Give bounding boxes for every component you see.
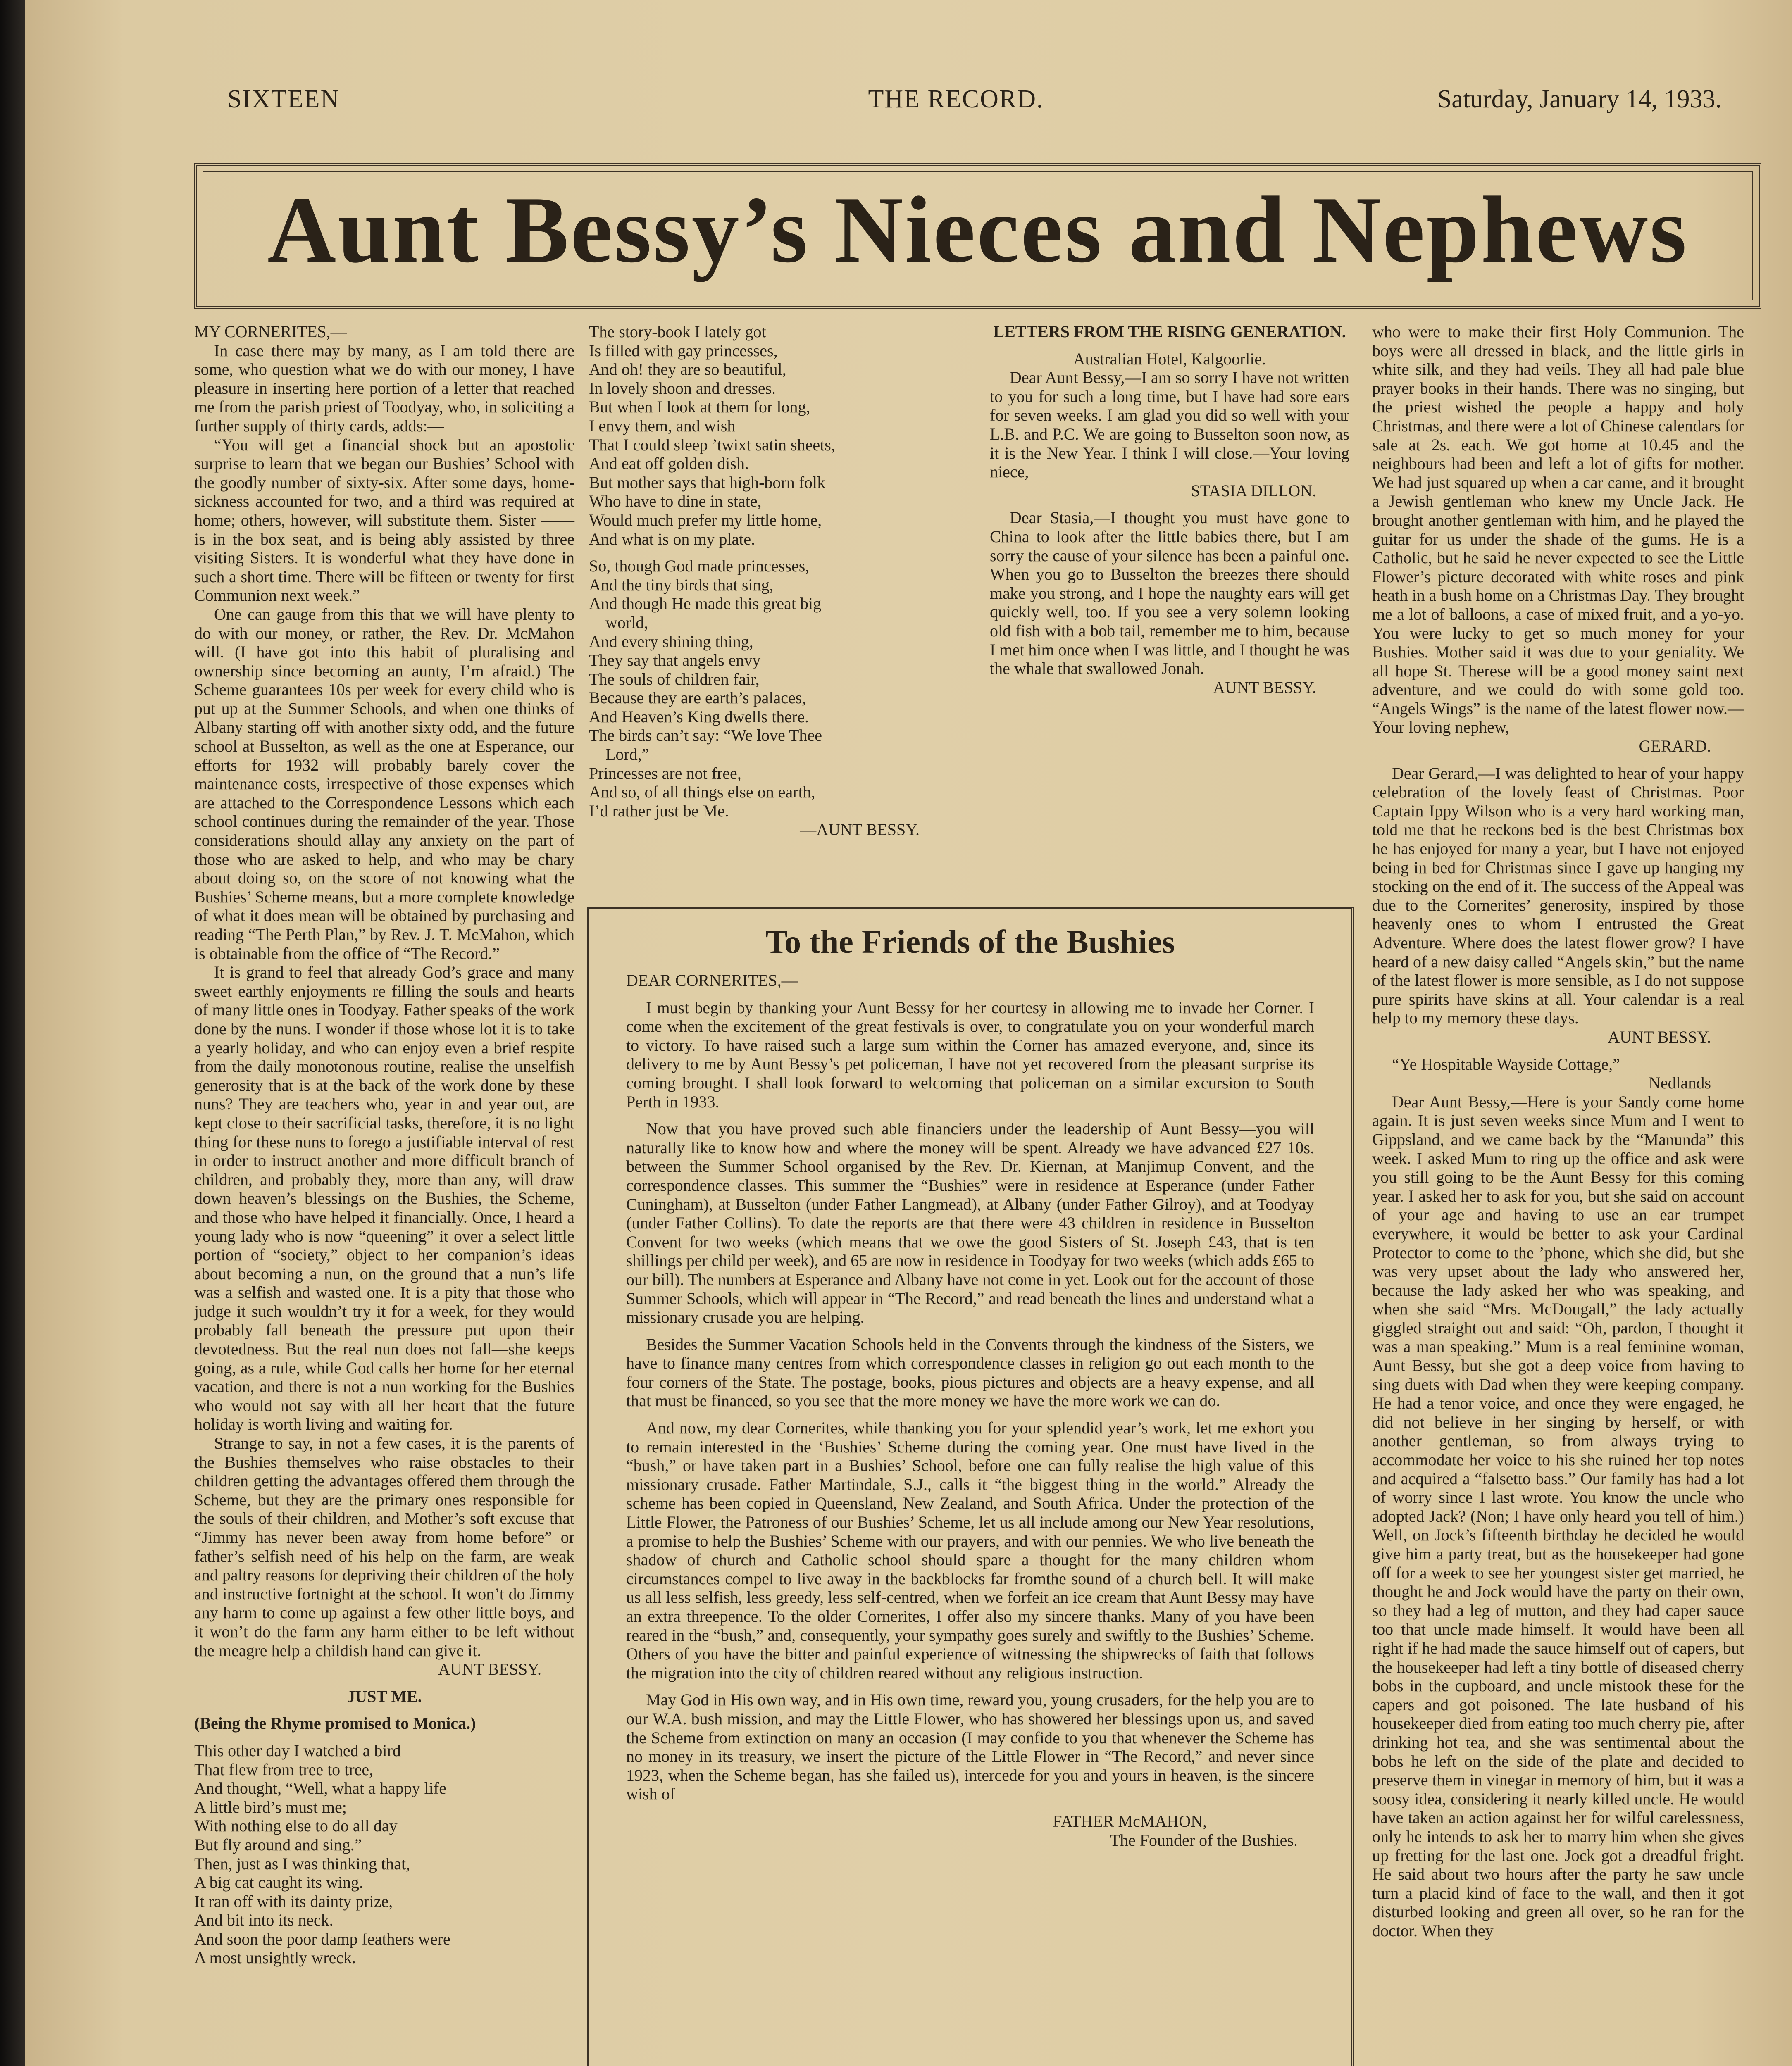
paragraph: It is grand to feel that already God’s grace and many sweet earthly enjoyments re filling the souls and hearts of many little ones in Toodyay. Father speaks of the work done by the nuns. I wonder if those whose lot it is to take a yearly holiday, and who can enjoy even a brief respite from the daily monotonous routine, realise the unselfish generosity that is at the back of the work done by these nuns? They are teachers who, year in and year out, are kept close to their sacrificial tasks, therefore, it is no light thing for these nuns to forego a justifiable interval of rest in order to instruct another and more difficult branch of children, and probably they, more than any, will draw down heaven’s blessings on the Bushies, the Scheme, and those who have helped it financially. Once, I heard a young lady who is now “queening” it over a select little portion of “society,” object to her companion’s ideas about becoming a nun, on the ground that a nun’s life was a selfish and wasted one. It is a pity that those who judge it such wouldn’t try it for a week, for they would probably fall beneath the pressure put upon their devotedness. But the real nun does not fall—she keeps going, as a rule, while God calls her home for her eternal vacation, and there is not a nun working for the Bushies who would not say with all her heart that the future holiday is worth living and waiting for. [194,963,574,1434]
poem-line: A most unsightly wreck. [194,1948,356,1967]
letter: Dear Aunt Bessy,—I am so sorry I have not written to you for such a long time, but I have had sore ears for seven weeks. I am glad you did so well with your L.B. and P.C. We are going to Busselton soon now, as it is the New Year. I think I will close.—Your loving niece, [990,368,1349,481]
reply-signature: AUNT BESSY. [1608,1027,1711,1046]
poem-subtitle: (Being the Rhyme promised to Monica.) [194,1714,476,1733]
section-title: Aunt Bessy’s Nieces and Nephews [267,177,1688,282]
poem-line: This other day I watched a bird [194,1741,401,1760]
column-4 [1372,322,1744,1940]
signature-title: The Founder of the Bushies. [1110,1830,1298,1849]
poem-just-me [194,1741,574,1967]
article-title: To the Friends of the Bushies [765,924,1175,960]
poem-line: A big cat caught its wing. [194,1873,363,1892]
page-number: SIXTEEN [227,85,340,113]
section-masthead [194,163,1761,309]
poem-line: And though He made this great big [589,594,822,613]
paragraph: One can gauge from this that we will have plenty to do with our money, or rather, the Rev. Dr. McMahon will. (I have got into this habit of pluralising and ownership since becoming an aunty, I’m afraid.) The Scheme guarantees 10s per week for every child who is put up at the Summer Schools, and when one thinks of Albany starting off with another sixty odd, and the future school at Busselton, as well as the one at Esperance, our efforts for 1932 will probably barely cover the maintenance costs, irrespective of those expenses which are attached to the Correspondence Lessons which each school continues during the remainder of the year. Those considerations should allay any anxiety on the part of those who are asked to help, and who may be chary about doing so, on the score of not knowing what the Bushies’ Scheme means, but a more complete knowledge of what it does mean will be obtained by purchasing and reading “The Perth Plan,” by Rev. J. T. McMahon, which is obtainable from the office of “The Record.” [194,605,574,963]
poem-line: Is filled with gay princesses, [589,341,778,360]
signature: —AUNT BESSY. [800,820,920,839]
poem-line: Then, just as I was thinking that, [194,1854,410,1873]
poem-line: But fly around and sing.” [194,1835,362,1854]
letter-continued: who were to make their first Holy Communion. The boys were all dressed in black, and the little girls in white silk, and they had veils. They all had pale blue prayer books in their hands. There was no singing, but the priest wished the people a happy and holy Christmas, and there were a lot of Chinese calendars for sale at 2s. each. We got home at 10.45 and the neighbours had been and left a lot of gifts for mother. We had just squared up when a car came, and it brought a Jewish gentleman who knew my Uncle Jack. He brought another gentleman with him, and he played the guitar for us under the shade of the gums. He is a Catholic, but he said he never expected to see the Little Flower’s picture decorated with white roses and pink heath in a bush home on a Christmas Day. They brought me a lot of balloons, a case of mixed fruit, and a yo-yo. You were lucky to get so much money for your Bushies. Mother said it was due to your geniality. We all hope St. Therese will be a good money saint next adventure, and we could do with some gold too. “Angels Wings” is the name of the latest flower now.—Your loving nephew, [1372,322,1744,737]
salutation: DEAR CORNERITES,— [626,971,798,990]
poem-line: In lovely shoon and dresses. [589,378,776,397]
reply: Dear Stasia,—I thought you must have gone to China to look after the little babies there, but I am sorry the cause of your silence has been a painful one. When you go to Busselton the breezes there should make you strong, and I hope the naughty ears will get quickly well, too. If you see a very solemn looking old fish with a bob tail, remember me to him, because I met him once when I was little, and I thought he was the whale that swallowed Jonah. [990,508,1349,678]
poem-line: And so, of all things else on earth, [589,783,815,802]
paragraph: Strange to say, in not a few cases, it is the parents of the Bushies themselves who raise obstacles to their children getting the advantages offered them through the Scheme, but they are the primary ones responsible for the souls of their children, and Mother’s soft excuse that “Jimmy has never been away from home before” or father’s selfish need of his help on the farm, are weak and paltry reasons for depriving their children of the holy and instructive fortnight at the school. It won’t do Jimmy any harm to come up against a few other little boys, and it won’t do the farm any harm either to be left without the meagre help a childish hand can give it. [194,1434,574,1660]
signature: FATHER McMAHON, [1053,1811,1207,1830]
poem-line: But mother says that high-born folk [589,473,826,492]
poem-line: A little bird’s must me; [194,1797,347,1816]
poem-line: Would much prefer my little home, [589,510,822,529]
poem-line: The souls of children fair, [589,669,760,688]
poem-line: world, [605,613,648,632]
poem-line: It ran off with its dainty prize, [194,1892,393,1911]
poem-line: And soon the poor damp feathers were [194,1929,450,1948]
paragraph: I must begin by thanking your Aunt Bessy for her courtesy in allowing me to invade her Corner. I come when the excitement of the great festivals is over, to congratulate you on your wonderful march to victory. To have raised such a large sum within the Corner has amazed everyone, and, since its delivery to me by Aunt Bessy’s pet policeman, I have not yet recovered from the pleasant surprise its coming brought. I shall look forward to welcoming that policeman on a similar excursion to South Perth in 1933. [626,998,1314,1111]
poem-line: And every shining thing, [589,632,753,651]
poem-line: And the tiny birds that sing, [589,575,774,594]
letter: Dear Aunt Bessy,—Here is your Sandy come home again. It is just seven weeks since Mum and I went to Gippsland, and we came back by the “Manunda” this week. I asked Mum to ring up the office and ask were you still going to be the Aunt Bessy for this coming year. I asked her to ask for you, but she said on account of your age and having to use an ear trumpet everywhere, it would be better to ask your Cardinal Protector to come to the ’phone, which she did, but she was very upset about the lady who answered her, because the lady asked her who was speaking, and when she said “Mrs. McDougall,” the lady actually giggled straight out and said: “Oh, pardon, I thought it was a man speaking.” Mum is a real feminine woman, Aunt Bessy, but she got a deep voice from having to sing duets with Dad when they were keeping company. He had a tenor voice, and once they were engaged, he did not believe in her singing by herself, or with another gentleman, so from always trying to accommodate her voice to his she ruined her top notes and acquired a “falsetto bass.” Our family has had a lot of worry since I last wrote. You know the uncle who adopted Jack? (Non; I have only heard you tell of him.) Well, on Jock’s fifteenth birthday he decided he would give him a party treat, but as the housekeeper had gone off for a week to see her youngest sister get married, he thought he and Jock would have the party on their own, so they had a leg of mutton, and they had caper sauce too that uncle made himself. It would have been all right if he had made the sauce himself out of capers, but the housekeeper had left a tiny bottle of diseased cherry bobs in the cupboard, and uncle mistook these for the capers and got poisoned. The late husband of his housekeeper died from eating too much cherry pie, after drinking hot tea, and she was sentimental about the bobs he left on the side of the plate and decided to preserve them in vinegar in memory of him, but it was a soosy idea, considering it nearly killed uncle. He would have taken an action against her for wilful carelessness, only he intends to ask her to marry him when she gives up fretting for the last one. Jock got a dreadful fright. He said about two hours after the party he saw uncle turn a placid kind of face to the wall, and then it got disturbed looking and green all over, so he ran for the doctor. When they [1372,1092,1744,1940]
poem-line: Princesses are not free, [589,764,741,783]
poem-line: And thought, “Well, what a happy life [194,1779,446,1798]
column-2-poem [589,322,953,839]
paragraph: In case there may by many, as I am told there are some, who question what we do with our money, I have pleasure in inserting here portion of a letter that reached me from the parish priest of Toodyay, who, in soliciting a further supply of thirty cards, adds:— [194,341,574,435]
poem-line: But when I look at them for long, [589,397,810,417]
letter-signature: GERARD. [1639,737,1711,756]
reply: Dear Gerard,—I was delighted to hear of your happy celebration of the lovely feast of Christmas. Poor Captain Ippy Wilson who is a very hard working man, told me that he reckons bed is the best Christmas box he has enjoyed for many a year, but I have not enjoyed being in bed for Christmas since I gave up hanging my stocking on the end of it. The success of the Appeal was due to the Cornerites’ generosity, inspired by those heavenly ones to whom I entrusted the Great Adventure. Where does the latest flower grow? I have heard of a new daisy called “Angels skin,” but the name of the latest flower is more sensible, as I do not suppose pure spirits have skins at all. Your calendar is a real help to my memory these days. [1372,764,1744,1028]
poem-line: And Heaven’s King dwells there. [589,707,809,726]
book-binding [0,0,25,2066]
poem-line: Because they are earth’s palaces, [589,688,806,707]
poem-line: And eat off golden dish. [589,454,749,473]
paragraph: May God in His own way, and in His own time, reward you, young crusaders, for the help you are to our W.A. bush mission, and may the Little Flower, who has showered her blessings upon us, and saved the Scheme from extinction on many an occasion (I may confide to you that whenever the Scheme has no money in its treasury, we insert the picture of the Little Flower in “The Record,” and never since 1923, when the Scheme began, has she failed us), intercede for you and yours in heaven, is the sincere wish of [626,1690,1314,1804]
poem-line: I envy them, and wish [589,416,736,435]
newspaper-name: THE RECORD. [868,85,1044,113]
letter-signature: STASIA DILLON. [1191,481,1316,500]
paragraph: Now that you have proved such able financiers under the leadership of Aunt Bessy—you will naturally like to know how and where the money will be spent. Already we have advanced £27 10s. between the Summer School organised by the Rev. Dr. Kiernan, at Manjimup Convent, and the correspondence classes. This summer the “Bushies” were in residence at Esperance (under Father Cuningham), at Busselton (under Father Langmead), at Albany (under Father Gilroy), and at Toodyay (under Father Collins). To date the reports are that there were 43 children in residence in Busselton Convent for two weeks (which means that we owe the good Sisters of St. Joseph £43, that is ten shillings per child per week), and 65 are now in residence in Toodyay for two weeks (which adds £65 to our bill). The numbers at Esperance and Albany have not come in yet. Look out for the account of those Summer Schools, which will appear in “The Record,” and read beneath the lines and understand what a missionary crusade you are helping. [626,1119,1314,1327]
poem-line: Lord,” [605,745,649,764]
poem-line: And what is on my plate. [589,529,755,548]
signature: AUNT BESSY. [438,1660,541,1679]
poem-line: So, though God made princesses, [589,557,810,576]
poem-line: The birds can’t say: “We love Thee [589,726,822,745]
column-1 [194,322,574,1967]
column-3-letters [990,322,1349,697]
paragraph: Besides the Summer Vacation Schools held in the Convents through the kindness of the Sisters, we have to finance many centres from which correspondence classes in religion go out each month to the four corners of the State. The postage, books, pious pictures and objects are a heavy expense, and all that must be financed, so you see that the more money we have the more work we can do. [626,1335,1314,1410]
issue-date: Saturday, January 14, 1933. [1437,85,1722,113]
salutation: MY CORNERITES,— [194,322,347,341]
letter-address: Australian Hotel, Kalgoorlie. [1073,349,1266,368]
poem-line: And bit into its neck. [194,1911,334,1930]
poem-line: And oh! they are so beautiful, [589,360,786,379]
poem-line: With nothing else to do all day [194,1816,398,1835]
boxed-article [587,907,1354,2066]
poem-line: Who have to dine in state, [589,492,762,511]
poem-line: The story-book I lately got [589,322,766,341]
poem-line: That flew from tree to tree, [194,1760,374,1779]
quoted-letter: “You will get a financial shock but an apostolic surprise to learn that we began our Bushies’ School with the goodly number of sixty-six. After some days, home-sickness accounted for two, and a third was required at home; others, however, will substitute them. Sister —— is in the box seat, and is being ably assisted by three visiting Sisters. It is wonderful what they have done in such a short time. There will be fifteen or twenty for first Communion next week.” [194,435,574,605]
poem-line: That I could sleep ’twixt satin sheets, [589,435,835,454]
poem-title: JUST ME. [347,1687,422,1706]
poem-line: They say that angels envy [589,651,761,670]
letters-heading: LETTERS FROM THE RISING GENERATION. [993,322,1346,341]
page-header [182,85,1730,122]
reply-signature: AUNT BESSY. [1213,678,1316,697]
letter-address: “Ye Hospitable Wayside Cottage,” [1392,1054,1620,1073]
letter-address-town: Nedlands [1648,1073,1711,1093]
poem-line: I’d rather just be Me. [589,801,729,820]
article-body [626,971,1314,1849]
paragraph: And now, my dear Cornerites, while thanking you for your splendid year’s work, let me exhort you to remain interested in the ‘Bushies’ Scheme during the coming year. One must have lived in the “bush,” or have taken part in a Bushies’ School, before one can fully realise the high value of this missionary crusade. Father Martindale, S.J., calls it “the biggest thing in the world.” Already the scheme has been copied in Queensland, New Zealand, and South Africa. Under the protection of the Little Flower, the Patroness of our Bushies’ Scheme, let us all include among our New Year resolutions, a promise to help the Bushies’ Scheme with our prayers, and with our pennies. We who live beneath the shadow of church and Catholic school should spare a thought for the many children whom circumstances compel to live away in the backblocks far fromthe sound of a church bell. It will make us all less selfish, less greedy, less self-centred, when we forfeit an ice cream that Aunt Bessy may have an extra threepence. To the older Cornerites, I offer also my sincere thanks. Many of you have been reared in the “bush,” and, consequently, your sympathy goes surely and swiftly to the Bushies’ Scheme. Others of you have the bitter and painful experience of witnessing the shipwrecks of faith that follows the migration into the city of children reared without any religious instruction. [626,1419,1314,1682]
